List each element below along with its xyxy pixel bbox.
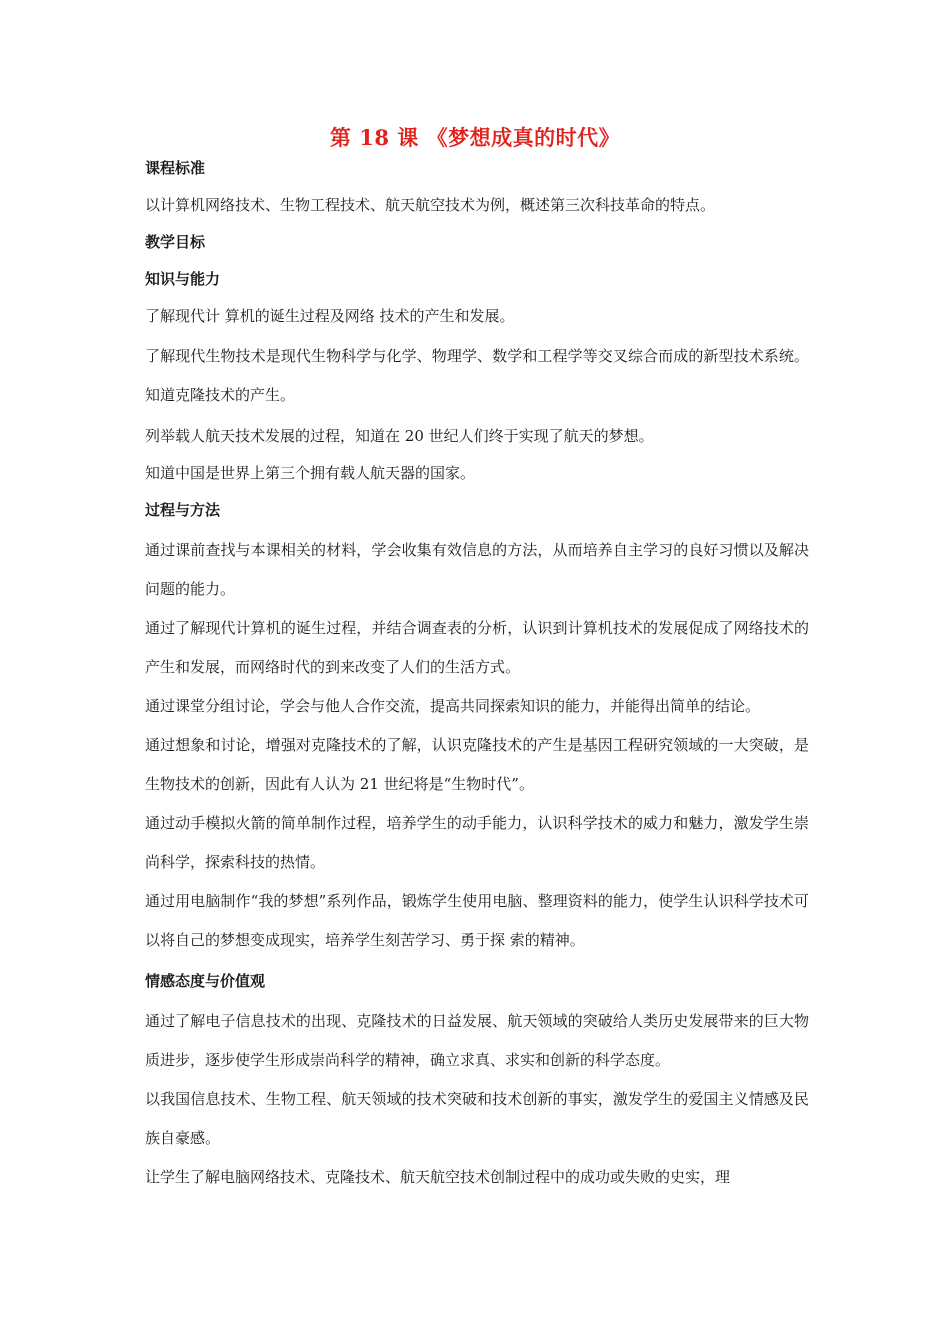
knowledge-paragraph: 了解现代计 算机的诞生过程及网络 技术的产生和发展。 bbox=[145, 307, 515, 325]
process-paragraph: 通过课前查找与本课相关的材料，学会收集有效信息的方法，从而培养自主学习的良好习惯以及解决问题的能力。 bbox=[145, 541, 809, 598]
process-paragraph: 通过课堂分组讨论，学会与他人合作交流，提高共同探索知识的能力，并能得出简单的结论。 bbox=[145, 697, 761, 715]
process-paragraph: 通过想象和讨论，增强对克隆技术的了解，认识克隆技术的产生是基因工程研究领域的一大突破，是生物技术的创新，因此有人认为 21 世纪将是“生物时代”。 bbox=[145, 736, 809, 793]
emotion-paragraph: 让学生了解电脑网络技术、克隆技术、航天航空技术创制过程中的成功或失败的史实，理 bbox=[145, 1168, 731, 1186]
knowledge-paragraph: 列举载人航天技术发展的过程，知道在 20 世纪人们终于实现了航天的梦想。 bbox=[145, 427, 654, 445]
curriculum-standard-text: 以计算机网络技术、生物工程技术、航天航空技术为例，概述第三次科技革命的特点。 bbox=[145, 196, 716, 214]
heading-process-method: 过程与方法 bbox=[145, 501, 221, 519]
process-paragraph: 通过用电脑制作“我的梦想”系列作品，锻炼学生使用电脑、整理资料的能力，使学生认识科学技术可以将自己的梦想变成现实，培养学生刻苦学习、勇于探 索的精神。 bbox=[145, 892, 809, 949]
emotion-paragraph: 通过了解电子信息技术的出现、克隆技术的日益发展、航天领域的突破给人类历史发展带来的巨大物质进步，逐步使学生形成崇尚科学的精神，确立求真、求实和创新的科学态度。 bbox=[145, 1012, 809, 1069]
document-body bbox=[145, 158, 809, 1197]
knowledge-paragraph: 知道中国是世界上第三个拥有载人航天器的国家。 bbox=[145, 464, 476, 482]
process-paragraph: 通过了解现代计算机的诞生过程，并结合调查表的分析，认识到计算机技术的发展促成了网络技术的产生和发展，而网络时代的到来改变了人们的生活方式。 bbox=[145, 619, 809, 676]
knowledge-paragraph: 了解现代生物技术是现代生物科学与化学、物理学、数学和工程学等交叉综合而成的新型技术系统。知道克隆技术的产生。 bbox=[145, 347, 809, 404]
heading-knowledge-ability: 知识与能力 bbox=[145, 270, 221, 288]
process-paragraph: 通过动手模拟火箭的简单制作过程，培养学生的动手能力，认识科学技术的威力和魅力，激发学生崇尚科学，探索科技的热情。 bbox=[145, 814, 809, 871]
heading-emotion-values: 情感态度与价值观 bbox=[145, 972, 266, 990]
heading-teaching-goals: 教学目标 bbox=[145, 233, 206, 251]
heading-curriculum-standard: 课程标准 bbox=[145, 159, 206, 177]
emotion-paragraph: 以我国信息技术、生物工程、航天领域的技术突破和技术创新的事实，激发学生的爱国主义情感及民族自豪感。 bbox=[145, 1090, 809, 1147]
lesson-title: 第 18 课 《梦想成真的时代》 bbox=[329, 125, 621, 150]
